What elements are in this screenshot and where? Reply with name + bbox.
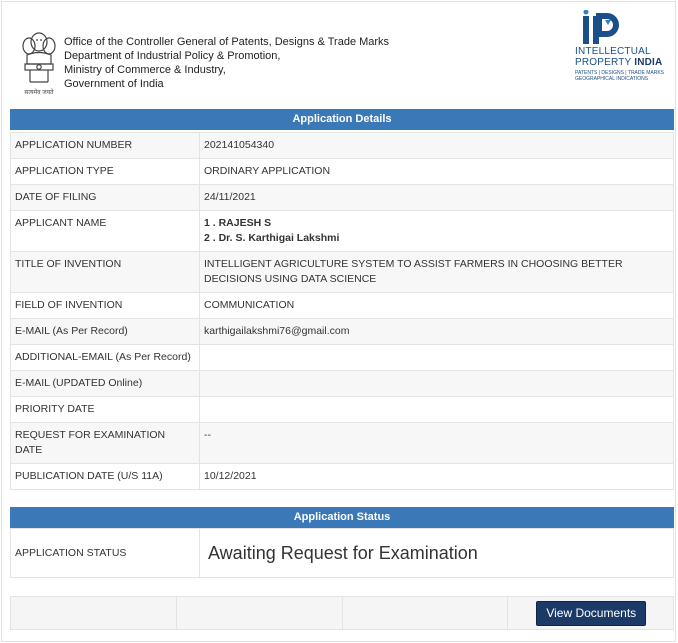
ipi-logo-subtitle bbox=[575, 70, 664, 82]
ipi-logo-line2 bbox=[575, 57, 662, 68]
office-line: Department of Industrial Policy & Promotion, bbox=[64, 50, 281, 62]
table-row bbox=[11, 185, 674, 211]
priority-date-value bbox=[200, 397, 674, 423]
field-of-invention-value: COMMUNICATION bbox=[200, 293, 674, 319]
row-label: ADDITIONAL-EMAIL (As Per Record) bbox=[11, 345, 200, 371]
status-label: APPLICATION STATUS bbox=[11, 529, 200, 578]
applicant-name-value bbox=[200, 211, 674, 252]
application-status-table bbox=[10, 528, 674, 578]
date-of-filing-value: 24/11/2021 bbox=[200, 185, 674, 211]
application-details-table bbox=[10, 132, 674, 490]
ip-india-mark-icon bbox=[581, 10, 621, 46]
application-details-header: Application Details bbox=[10, 109, 674, 130]
table-row bbox=[11, 529, 674, 578]
table-row bbox=[11, 252, 674, 293]
row-label: PRIORITY DATE bbox=[11, 397, 200, 423]
ip-india-logo bbox=[575, 10, 670, 90]
row-label: FIELD OF INVENTION bbox=[11, 293, 200, 319]
table-row bbox=[11, 371, 674, 397]
footer-cell bbox=[508, 597, 673, 629]
footer-cell bbox=[343, 597, 509, 629]
title-of-invention-value: INTELLIGENT AGRICULTURE SYSTEM TO ASSIST FARMERS IN CHOOSING BETTER DECISIONS USING DATA SCIENCE bbox=[200, 252, 674, 293]
additional-email-value bbox=[200, 345, 674, 371]
table-row bbox=[11, 319, 674, 345]
status-value: Awaiting Request for Examination bbox=[208, 542, 478, 563]
row-label: DATE OF FILING bbox=[11, 185, 200, 211]
updated-email-value bbox=[200, 371, 674, 397]
applicant-name: 2 . Dr. S. Karthigai Lakshmi bbox=[204, 232, 340, 244]
ipi-logo-sub2: GEOGRAPHICAL INDICATIONS bbox=[575, 76, 649, 82]
ipi-logo-india: INDIA bbox=[634, 57, 663, 68]
row-label: PUBLICATION DATE (U/S 11A) bbox=[11, 464, 200, 490]
publication-date-value: 10/12/2021 bbox=[200, 464, 674, 490]
row-label: E-MAIL (UPDATED Online) bbox=[11, 371, 200, 397]
table-row bbox=[11, 159, 674, 185]
table-row bbox=[11, 293, 674, 319]
ipi-logo-sub1: PATENTS | DESIGNS | TRADE MARKS bbox=[575, 70, 665, 76]
application-type-value: ORDINARY APPLICATION bbox=[200, 159, 674, 185]
application-status-header: Application Status bbox=[10, 507, 674, 528]
examination-request-date-value: -- bbox=[200, 423, 674, 464]
table-row bbox=[11, 397, 674, 423]
document-actions-row bbox=[10, 596, 674, 630]
national-emblem bbox=[18, 28, 60, 98]
email-value: karthigailakshmi76@gmail.com bbox=[200, 319, 674, 345]
office-line: Government of India bbox=[64, 78, 164, 90]
row-label: REQUEST FOR EXAMINATION DATE bbox=[11, 423, 200, 464]
application-number-value: 202141054340 bbox=[200, 133, 674, 159]
row-label: E-MAIL (As Per Record) bbox=[11, 319, 200, 345]
footer-cell bbox=[11, 597, 177, 629]
table-row bbox=[11, 423, 674, 464]
view-documents-button[interactable]: View Documents bbox=[536, 601, 646, 626]
table-row bbox=[11, 464, 674, 490]
office-address bbox=[64, 35, 389, 91]
emblem-motto: सत्यमेव जयते bbox=[24, 90, 54, 96]
row-label: TITLE OF INVENTION bbox=[11, 252, 200, 293]
table-row bbox=[11, 345, 674, 371]
row-label: APPLICANT NAME bbox=[11, 211, 200, 252]
ipi-logo-property: PROPERTY bbox=[575, 57, 635, 68]
row-label: APPLICATION NUMBER bbox=[11, 133, 200, 159]
footer-cell bbox=[177, 597, 343, 629]
table-row bbox=[11, 211, 674, 252]
status-cell bbox=[200, 529, 674, 578]
ipi-logo-line1: INTELLECTUAL bbox=[575, 46, 651, 57]
row-label: APPLICATION TYPE bbox=[11, 159, 200, 185]
lion-capital-icon bbox=[18, 28, 60, 88]
office-line: Ministry of Commerce & Industry, bbox=[64, 64, 226, 76]
header bbox=[12, 8, 668, 100]
office-line: Office of the Controller General of Patents, Designs & Trade Marks bbox=[64, 36, 390, 48]
table-row bbox=[11, 133, 674, 159]
applicant-name: 1 . RAJESH S bbox=[204, 217, 272, 229]
